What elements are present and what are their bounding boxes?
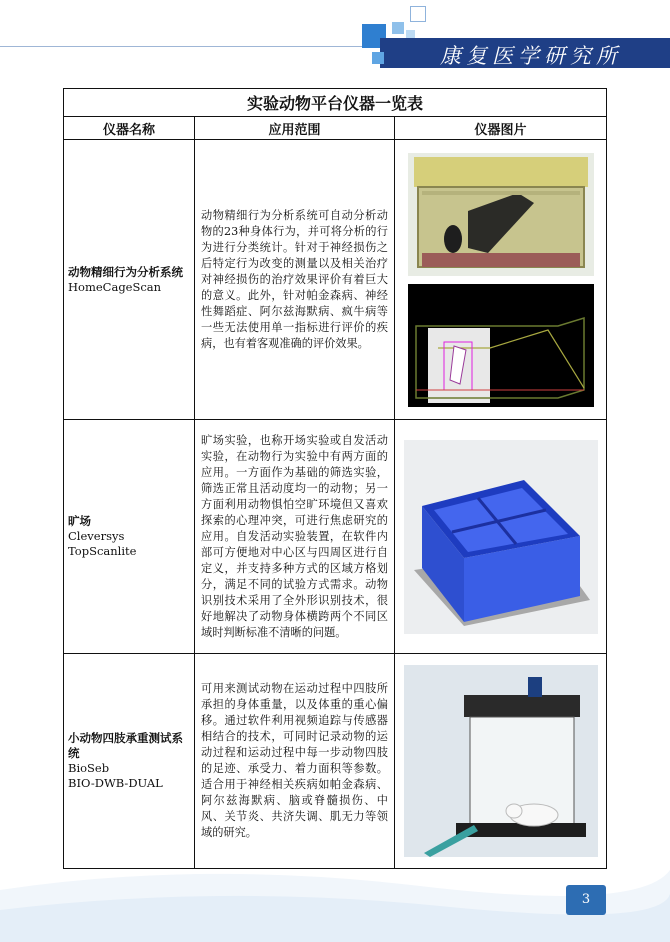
instrument-name-cn: 动物精细行为分析系统 — [68, 264, 183, 279]
header-decor-square — [410, 6, 426, 22]
instrument-description: 可用来测试动物在运动过程中四肢所承担的身体重量，以及体重的重心偏移。通过软件利用视频追踪与传感器相结合的技术，可同时记录动物的运动过程和运动过程中每一步动物四肢的足迹、承受力、着力面积等参数。适合用于神经相关疾病如帕金森病、阿尔兹海默病、脑或脊髓损伤、中风、关节炎、共济失调、肌无力等领域的研究。 — [195, 654, 395, 869]
weight-bearing-chamber-photo — [404, 665, 598, 857]
instrument-name-en: TopScanlite — [68, 544, 137, 558]
table-row — [64, 654, 607, 869]
header-title: 康复医学研究所 — [440, 44, 622, 68]
instrument-table — [63, 88, 607, 869]
instrument-name-en: HomeCageScan — [68, 279, 162, 294]
tracking-software-screenshot — [408, 284, 594, 407]
instrument-images — [395, 420, 607, 654]
instrument-description: 动物精细行为分析系统可自动分析动物的23种身体行为，并可将分析的行为进行分类统计。针对于神经损伤之后特定行为改变的测量以及相关治疗对神经损伤的治疗效果评价有着巨大的意义。此外，针对帕金森病、神经性舞蹈症、阿尔兹海默病、疯牛病等一些无法使用单一指标进行评价的疾病，也有着客观准确的评价效果。 — [195, 140, 395, 420]
instrument-images — [395, 140, 607, 420]
table-row — [64, 420, 607, 654]
header-decor-square — [392, 22, 404, 34]
instrument-name — [64, 420, 195, 654]
mouse-cage-photo — [408, 153, 594, 276]
instrument-images — [395, 654, 607, 869]
header-rule — [0, 46, 400, 47]
column-header: 应用范围 — [195, 117, 395, 140]
instrument-name-cn: 小动物四肢承重测试系统 — [68, 731, 183, 760]
table-header-row — [64, 117, 607, 140]
instrument-name-en: Cleversys — [68, 529, 125, 543]
page-header — [0, 0, 670, 80]
column-header: 仪器名称 — [64, 117, 195, 140]
table-title-row — [64, 89, 607, 117]
instrument-name-en: BIO-DWB-DUAL — [68, 776, 163, 790]
page-number: 3 — [566, 885, 606, 915]
column-header: 仪器图片 — [395, 117, 607, 140]
open-field-box-photo — [404, 440, 598, 634]
table-row — [64, 140, 607, 420]
table-title: 实验动物平台仪器一览表 — [64, 89, 607, 117]
header-decor-square — [372, 52, 384, 64]
instrument-name — [64, 654, 195, 869]
instrument-name-en: BioSeb — [68, 761, 110, 775]
instrument-description: 旷场实验，也称开场实验或自发活动实验，在动物行为实验中有两方面的应用。一方面作为基础的筛选实验，筛选正常且活动度均一的动物；另一方面利用动物惧怕空旷环境但又喜欢探索的心理冲突，可进行焦虑研究的应用。自发活动实验装置，在软件内部可方便地对中心区与四周区进行自定义，并支持多种方式的区域方格划分，满足不同的试验方式需求。动物识别技术采用了全外形识别技术，很好地解决了动物身体横跨两个不同区域时判断标准不清晰的问题。 — [195, 420, 395, 654]
instrument-name-cn: 旷场 — [68, 514, 91, 528]
instrument-name — [64, 140, 195, 420]
